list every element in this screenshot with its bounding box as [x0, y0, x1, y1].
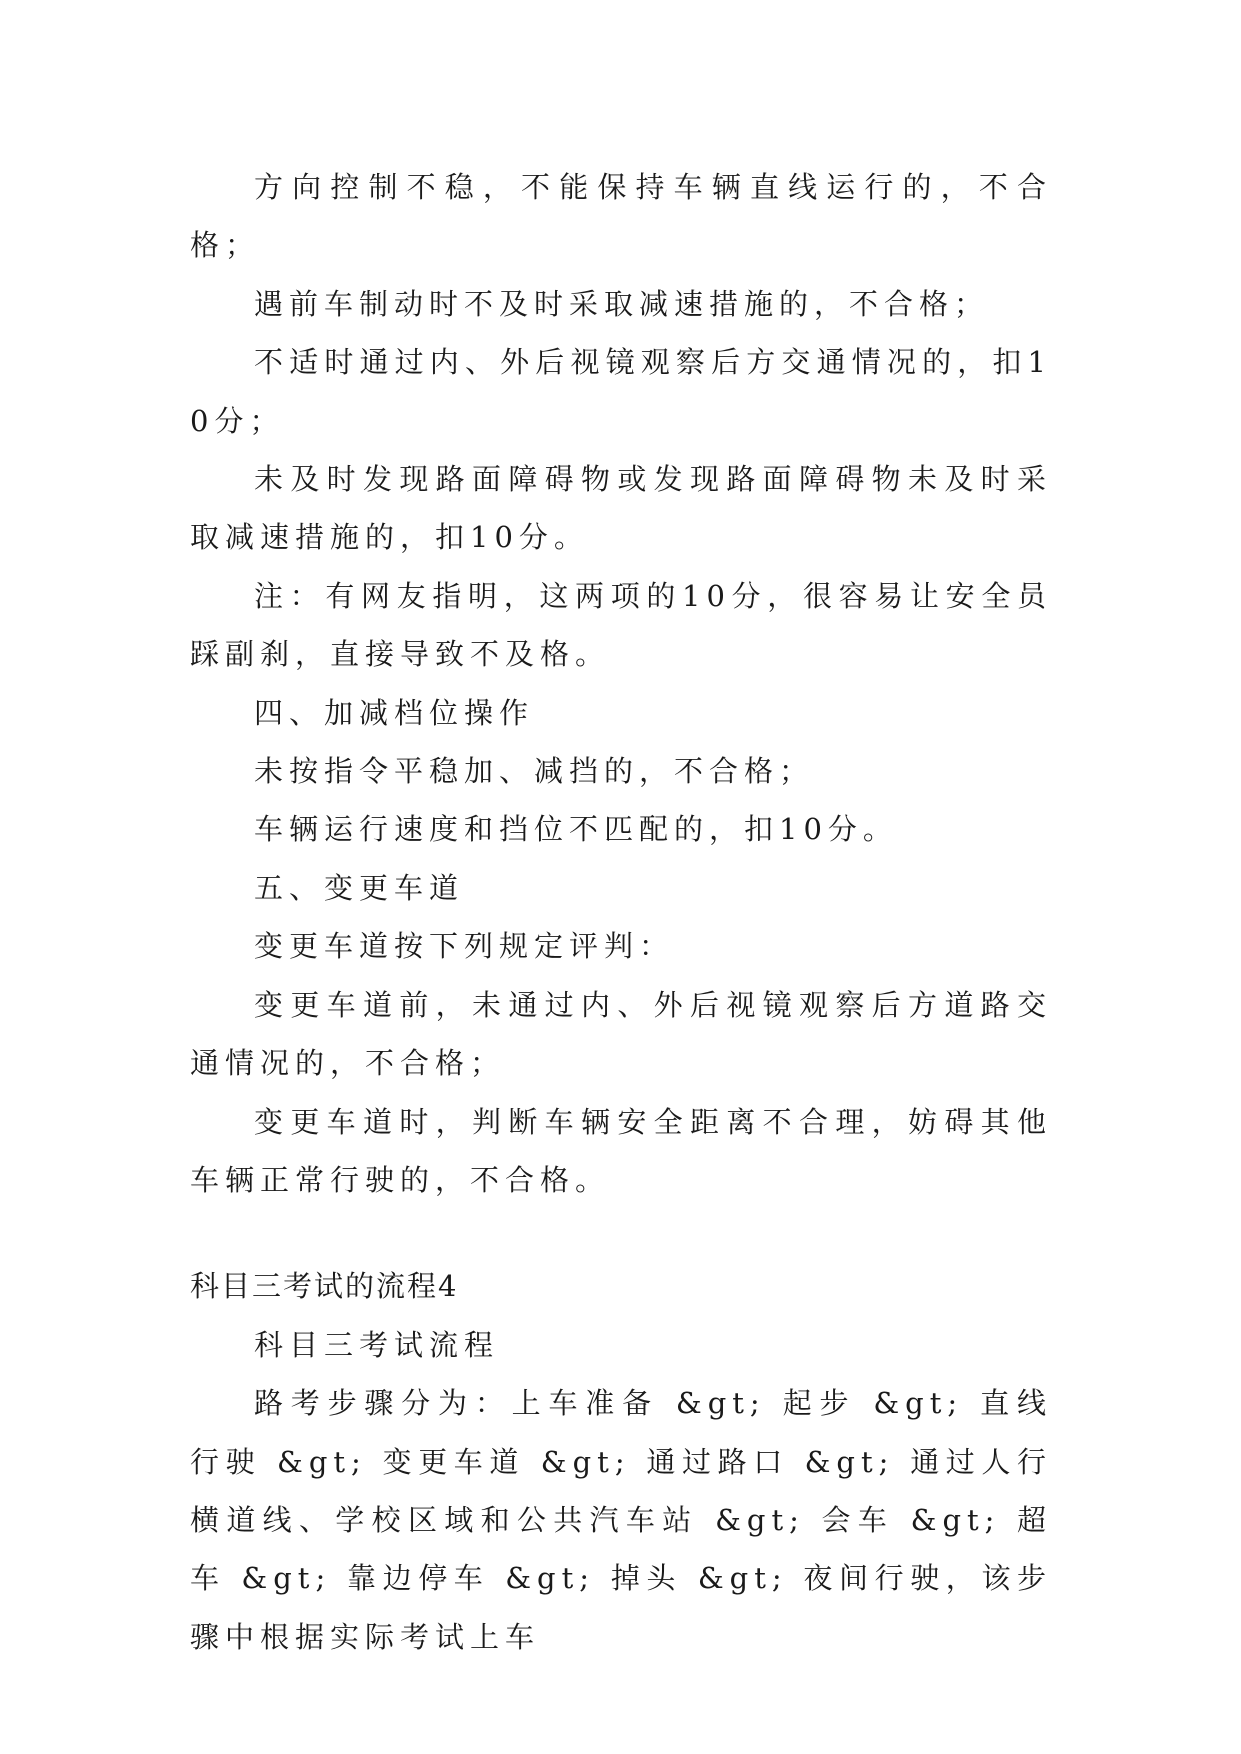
paragraph-road-obstacle: 未及时发现路面障碍物或发现路面障碍物未及时采取减速措施的，扣10分。 — [190, 462, 1052, 555]
subheading-gear-operation: 四、加减档位操作 — [254, 695, 535, 730]
subheading-lane-change: 五、变更车道 — [254, 870, 465, 905]
paragraph-speed-gear-mismatch: 车辆运行速度和挡位不匹配的，扣10分。 — [254, 812, 898, 847]
paragraph-lane-change-during: 变更车道时，判断车辆安全距离不合理，妨碍其他车辆正常行驶的，不合格。 — [190, 1104, 1052, 1197]
section-heading: 科目三考试的流程4 — [190, 1269, 459, 1304]
paragraph-mirror-observation: 不适时通过内、外后视镜观察后方交通情况的，扣10分； — [190, 345, 1052, 438]
document-body — [190, 158, 1052, 1666]
paragraph-exam-process-title: 科目三考试流程 — [254, 1327, 500, 1362]
paragraph-steering-control: 方向控制不稳，不能保持车辆直线运行的，不合格； — [190, 170, 1052, 263]
section-gap — [190, 1209, 1052, 1257]
paragraph-lane-change-before: 变更车道前，未通过内、外后视镜观察后方道路交通情况的，不合格； — [190, 987, 1052, 1081]
paragraph-gear-shift: 未按指令平稳加、减挡的，不合格； — [254, 754, 815, 789]
paragraph-lane-change-rules: 变更车道按下列规定评判： — [254, 929, 675, 964]
paragraph-exam-steps: 路考步骤分为：上车准备 &gt; 起步 &gt; 直线行驶 &gt; 变更车道 &gt; 通过路口 &gt; 通过人行横道线、学校区域和公共汽车站 &gt; 会车 &gt; 超车 &gt; 靠边停车 &gt; 掉头 &gt; 夜间行驶，该步骤中根据实际考试上车 — [190, 1386, 1052, 1654]
paragraph-note: 注：有网友指明，这两项的10分，很容易让安全员踩副刹，直接导致不及格。 — [190, 578, 1052, 672]
paragraph-front-car-braking: 遇前车制动时不及时采取减速措施的，不合格； — [254, 286, 990, 321]
